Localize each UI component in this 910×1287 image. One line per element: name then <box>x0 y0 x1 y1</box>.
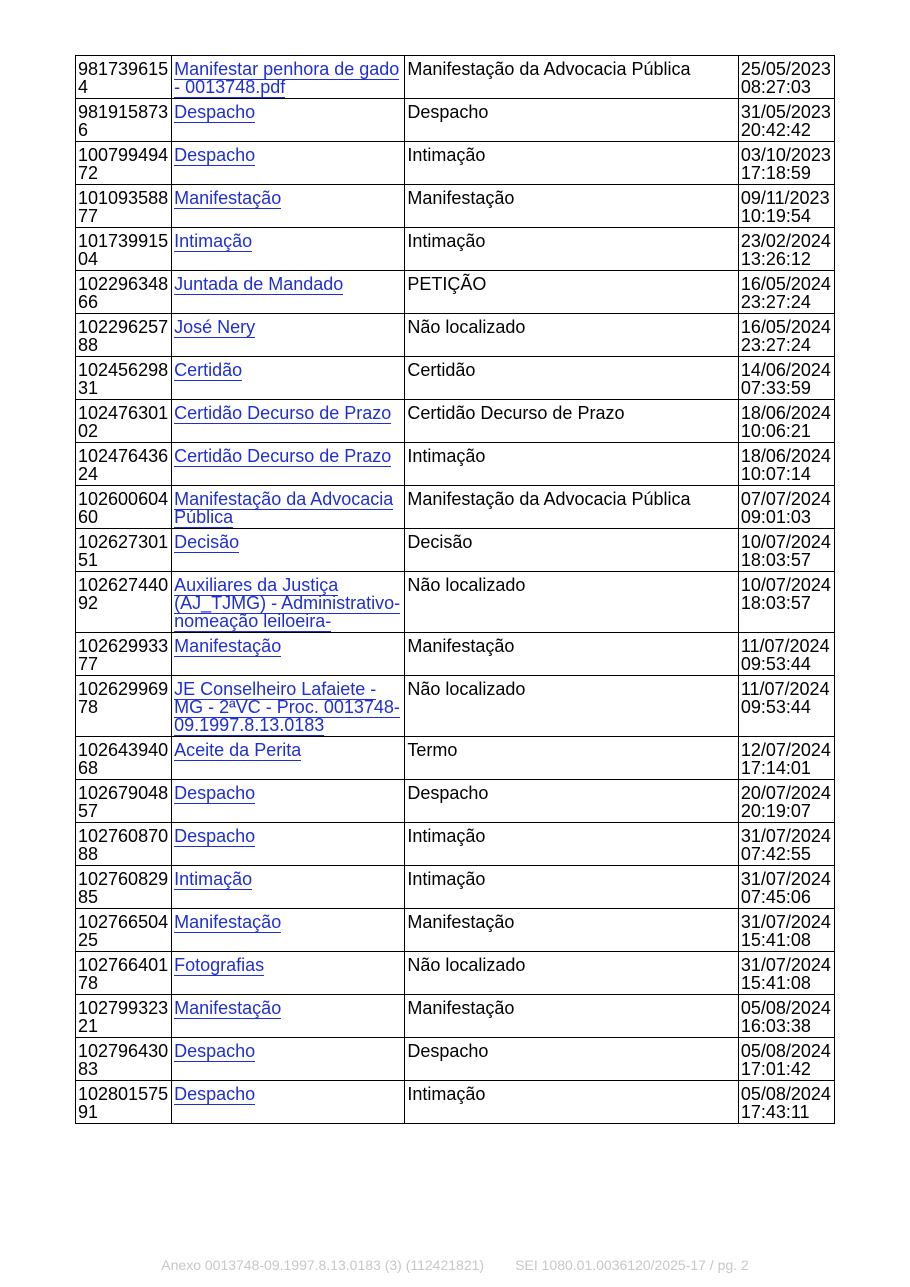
document-time: 10:19:54 <box>740 206 811 226</box>
document-type-cell: Manifestação <box>405 909 738 952</box>
document-time: 09:01:03 <box>740 507 811 527</box>
document-date-cell <box>738 443 834 486</box>
document-date-cell <box>738 1081 834 1124</box>
document-id-cell <box>76 1038 172 1081</box>
document-name-cell <box>172 737 405 780</box>
document-name-cell <box>172 952 405 995</box>
document-link[interactable]: Despacho <box>174 783 256 803</box>
document-id-cell <box>76 142 172 185</box>
document-id-part2: 04 <box>78 249 99 269</box>
document-id-part1: 102766401 <box>78 955 169 975</box>
document-id-part1: 102600604 <box>78 489 169 509</box>
document-time: 08:27:03 <box>740 77 811 97</box>
document-name-cell <box>172 486 405 529</box>
table-row <box>76 737 835 780</box>
document-date-cell <box>738 572 834 633</box>
document-time: 17:14:01 <box>740 758 811 778</box>
document-id-part1: 102296348 <box>78 274 169 294</box>
document-id-part1: 102799323 <box>78 998 169 1018</box>
document-date-cell <box>738 185 834 228</box>
document-id-part1: 102629969 <box>78 679 169 699</box>
table-row <box>76 676 835 737</box>
document-date-cell <box>738 780 834 823</box>
document-date-cell <box>738 142 834 185</box>
document-name-cell <box>172 572 405 633</box>
document-id-part1: 101093588 <box>78 188 169 208</box>
document-date: 23/02/2024 <box>740 231 831 251</box>
document-time: 15:41:08 <box>740 930 811 950</box>
table-row <box>76 142 835 185</box>
table-row <box>76 486 835 529</box>
document-link[interactable]: Certidão Decurso de Prazo <box>174 446 392 466</box>
document-id-part2: 02 <box>78 421 99 441</box>
table-row <box>76 443 835 486</box>
document-type-cell: PETIÇÃO <box>405 271 738 314</box>
document-time: 10:06:21 <box>740 421 811 441</box>
table-row <box>76 314 835 357</box>
document-id-part2: 66 <box>78 292 99 312</box>
document-name-cell <box>172 357 405 400</box>
document-name-cell <box>172 99 405 142</box>
document-id-part2: 31 <box>78 378 99 398</box>
document-date: 12/07/2024 <box>740 740 831 760</box>
document-time: 20:42:42 <box>740 120 811 140</box>
document-id-part1: 102476436 <box>78 446 169 466</box>
document-id-part2: 24 <box>78 464 99 484</box>
document-link[interactable]: Manifestação <box>174 912 282 932</box>
document-id-part2: 92 <box>78 593 99 613</box>
document-id-part2: 77 <box>78 206 99 226</box>
document-time: 20:19:07 <box>740 801 811 821</box>
document-id-part2: 72 <box>78 163 99 183</box>
table-row <box>76 228 835 271</box>
document-link[interactable]: Juntada de Mandado <box>174 274 344 294</box>
document-date: 20/07/2024 <box>740 783 831 803</box>
document-id-part1: 981915873 <box>78 102 169 122</box>
document-name-cell <box>172 314 405 357</box>
table-row <box>76 271 835 314</box>
table-row <box>76 1038 835 1081</box>
document-type-cell: Despacho <box>405 780 738 823</box>
document-type-cell: Intimação <box>405 443 738 486</box>
document-type-cell: Manifestação <box>405 995 738 1038</box>
document-id-cell <box>76 823 172 866</box>
document-time: 07:33:59 <box>740 378 811 398</box>
table-row <box>76 400 835 443</box>
table-row <box>76 866 835 909</box>
document-name-cell <box>172 228 405 271</box>
document-id-part2: 25 <box>78 930 99 950</box>
document-time: 17:43:11 <box>740 1102 810 1122</box>
document-id-part2: 85 <box>78 887 99 907</box>
document-id-part1: 102476301 <box>78 403 169 423</box>
document-name-cell <box>172 443 405 486</box>
document-type-cell: Não localizado <box>405 314 738 357</box>
document-date: 16/05/2024 <box>740 317 831 337</box>
document-date-cell <box>738 1038 834 1081</box>
document-date-cell <box>738 529 834 572</box>
document-id-part1: 102796430 <box>78 1041 169 1061</box>
document-date-cell <box>738 228 834 271</box>
document-time: 23:27:24 <box>740 335 811 355</box>
document-type-cell: Intimação <box>405 866 738 909</box>
document-type-cell: Despacho <box>405 1038 738 1081</box>
document-id-cell <box>76 909 172 952</box>
table-row <box>76 185 835 228</box>
document-time: 17:18:59 <box>740 163 811 183</box>
document-id-part2: 77 <box>78 654 99 674</box>
table-row <box>76 529 835 572</box>
document-id-cell <box>76 99 172 142</box>
document-name-cell <box>172 1081 405 1124</box>
document-time: 23:27:24 <box>740 292 811 312</box>
document-id-part1: 102627301 <box>78 532 169 552</box>
document-id-cell <box>76 1081 172 1124</box>
document-type-cell: Termo <box>405 737 738 780</box>
document-link[interactable]: Aceite da Perita <box>174 740 302 760</box>
document-date-cell <box>738 357 834 400</box>
document-id-part2: 78 <box>78 697 99 717</box>
document-name-cell <box>172 56 405 99</box>
document-time: 15:41:08 <box>740 973 811 993</box>
document-id-cell <box>76 572 172 633</box>
document-id-cell <box>76 357 172 400</box>
document-date: 18/06/2024 <box>740 403 831 423</box>
document-date-cell <box>738 271 834 314</box>
document-date-cell <box>738 676 834 737</box>
table-row <box>76 780 835 823</box>
document-id-cell <box>76 443 172 486</box>
document-date-cell <box>738 995 834 1038</box>
document-date: 05/08/2024 <box>740 998 831 1018</box>
document-type-cell: Manifestação <box>405 185 738 228</box>
table-row <box>76 823 835 866</box>
document-id-part1: 102760829 <box>78 869 169 889</box>
document-time: 13:26:12 <box>740 249 811 269</box>
document-type-cell: Intimação <box>405 228 738 271</box>
document-id-part1: 102627440 <box>78 575 169 595</box>
document-type-cell: Despacho <box>405 99 738 142</box>
document-time: 10:07:14 <box>740 464 811 484</box>
document-date-cell <box>738 866 834 909</box>
document-id-part1: 101739915 <box>78 231 169 251</box>
document-date: 31/05/2023 <box>740 102 831 122</box>
document-name-cell <box>172 823 405 866</box>
document-id-part1: 102766504 <box>78 912 169 932</box>
document-date: 10/07/2024 <box>740 532 831 552</box>
document-name-cell <box>172 142 405 185</box>
document-time: 17:01:42 <box>740 1059 811 1079</box>
document-date-cell <box>738 909 834 952</box>
document-name-cell <box>172 400 405 443</box>
document-link[interactable]: JE Conselheiro Lafaiete - MG - 2ªVC - Proc. 0013748- 09.1997.8.13.0183 <box>174 679 400 735</box>
document-id-part1: 102801575 <box>78 1084 169 1104</box>
document-date-cell <box>738 314 834 357</box>
table-row <box>76 56 835 99</box>
document-link[interactable]: Despacho <box>174 102 256 122</box>
document-id-part2: 88 <box>78 844 99 864</box>
page-footer <box>0 1257 910 1273</box>
document-name-cell <box>172 1038 405 1081</box>
document-id-part2: 88 <box>78 335 99 355</box>
document-link[interactable]: Manifestação da Advocacia Pública <box>174 489 394 527</box>
document-date-cell <box>738 633 834 676</box>
document-date-cell <box>738 486 834 529</box>
document-id-cell <box>76 952 172 995</box>
document-id-cell <box>76 676 172 737</box>
document-type-cell: Não localizado <box>405 572 738 633</box>
document-id-cell <box>76 185 172 228</box>
document-date: 03/10/2023 <box>740 145 831 165</box>
document-id-part1: 102760870 <box>78 826 169 846</box>
document-id-cell <box>76 633 172 676</box>
document-name-cell <box>172 866 405 909</box>
document-type-cell: Intimação <box>405 1081 738 1124</box>
document-id-cell <box>76 529 172 572</box>
document-date: 31/07/2024 <box>740 955 831 975</box>
document-link[interactable]: Intimação <box>174 231 253 251</box>
table-row <box>76 357 835 400</box>
document-link[interactable]: Intimação <box>174 869 253 889</box>
document-time: 09:53:44 <box>740 697 811 717</box>
document-date: 05/08/2024 <box>740 1041 831 1061</box>
document-id-part1: 102629933 <box>78 636 169 656</box>
table-row <box>76 1081 835 1124</box>
document-id-cell <box>76 737 172 780</box>
document-date: 31/07/2024 <box>740 869 831 889</box>
document-id-cell <box>76 995 172 1038</box>
table-body <box>76 56 835 1124</box>
document-date: 05/08/2024 <box>740 1084 831 1104</box>
document-name-cell <box>172 529 405 572</box>
document-name-cell <box>172 676 405 737</box>
document-id-part1: 102296257 <box>78 317 169 337</box>
table-row <box>76 909 835 952</box>
document-date: 11/07/2024 <box>740 679 830 699</box>
document-date-cell <box>738 56 834 99</box>
document-link[interactable]: Certidão <box>174 360 243 380</box>
document-date: 09/11/2023 <box>740 188 830 208</box>
document-link[interactable]: Manifestação <box>174 188 282 208</box>
document-id-part2: 78 <box>78 973 99 993</box>
document-link[interactable]: Certidão Decurso de Prazo <box>174 403 392 423</box>
document-id-part2: 91 <box>78 1102 99 1122</box>
document-name-cell <box>172 995 405 1038</box>
document-date: 16/05/2024 <box>740 274 831 294</box>
document-date: 07/07/2024 <box>740 489 831 509</box>
document-date: 31/07/2024 <box>740 826 831 846</box>
document-name-cell <box>172 909 405 952</box>
document-id-part2: 57 <box>78 801 99 821</box>
document-date: 14/06/2024 <box>740 360 831 380</box>
document-date: 31/07/2024 <box>740 912 831 932</box>
document-type-cell: Não localizado <box>405 952 738 995</box>
document-id-cell <box>76 56 172 99</box>
document-type-cell: Intimação <box>405 142 738 185</box>
document-id-part2: 4 <box>78 77 89 97</box>
document-id-part1: 102679048 <box>78 783 169 803</box>
table-row <box>76 99 835 142</box>
document-time: 07:42:55 <box>740 844 811 864</box>
document-date: 25/05/2023 <box>740 59 831 79</box>
process-documents-table <box>75 55 835 1124</box>
document-date-cell <box>738 823 834 866</box>
document-date: 18/06/2024 <box>740 446 831 466</box>
document-link[interactable]: Despacho <box>174 1041 256 1061</box>
document-id-part2: 21 <box>78 1016 99 1036</box>
document-name-cell <box>172 780 405 823</box>
document-link[interactable]: Manifestação <box>174 636 282 656</box>
document-id-part1: 102456298 <box>78 360 169 380</box>
document-date-cell <box>738 952 834 995</box>
document-link[interactable]: Despacho <box>174 826 256 846</box>
document-date-cell <box>738 400 834 443</box>
document-type-cell: Certidão Decurso de Prazo <box>405 400 738 443</box>
document-id-cell <box>76 400 172 443</box>
document-id-part2: 83 <box>78 1059 99 1079</box>
document-time: 18:03:57 <box>740 593 811 613</box>
document-id-part2: 68 <box>78 758 99 778</box>
document-name-cell <box>172 271 405 314</box>
document-link[interactable]: Manifestação <box>174 998 282 1018</box>
document-time: 18:03:57 <box>740 550 811 570</box>
document-type-cell: Não localizado <box>405 676 738 737</box>
document-link[interactable]: José Nery <box>174 317 256 337</box>
document-time: 09:53:44 <box>740 654 811 674</box>
document-name-cell <box>172 633 405 676</box>
document-id-part1: 100799494 <box>78 145 169 165</box>
document-id-cell <box>76 228 172 271</box>
document-time: 16:03:38 <box>740 1016 811 1036</box>
document-date-cell <box>738 737 834 780</box>
document-id-cell <box>76 780 172 823</box>
document-type-cell: Manifestação <box>405 633 738 676</box>
document-id-part2: 60 <box>78 507 99 527</box>
table-row <box>76 572 835 633</box>
document-type-cell: Decisão <box>405 529 738 572</box>
document-id-cell <box>76 314 172 357</box>
table-row <box>76 995 835 1038</box>
document-type-cell: Certidão <box>405 357 738 400</box>
document-link[interactable]: Manifestar penhora de gado - 0013748.pdf <box>174 59 400 97</box>
document-id-part2: 6 <box>78 120 89 140</box>
table-row <box>76 633 835 676</box>
footer-sei-page: SEI 1080.01.0036120/2025-17 / pg. 2 <box>515 1257 749 1273</box>
document-date: 10/07/2024 <box>740 575 831 595</box>
document-type-cell: Intimação <box>405 823 738 866</box>
document-id-part2: 51 <box>78 550 99 570</box>
document-link[interactable]: Despacho <box>174 145 256 165</box>
document-type-cell: Manifestação da Advocacia Pública <box>405 56 738 99</box>
document-type-cell: Manifestação da Advocacia Pública <box>405 486 738 529</box>
document-link[interactable]: Despacho <box>174 1084 256 1104</box>
document-link[interactable]: Decisão <box>174 532 240 552</box>
document-date-cell <box>738 99 834 142</box>
footer-annex: Anexo 0013748-09.1997.8.13.0183 (3) (112421821) <box>161 1257 485 1273</box>
document-id-cell <box>76 271 172 314</box>
document-link[interactable]: Auxiliares da Justiça (AJ_TJMG) - Administrativo- nomeação leiloeira- <box>174 575 401 631</box>
document-id-part1: 102643940 <box>78 740 169 760</box>
document-id-cell <box>76 486 172 529</box>
document-id-cell <box>76 866 172 909</box>
table-row <box>76 952 835 995</box>
document-id-part1: 981739615 <box>78 59 169 79</box>
document-name-cell <box>172 185 405 228</box>
document-link[interactable]: Fotografias <box>174 955 265 975</box>
document-time: 07:45:06 <box>740 887 811 907</box>
document-date: 11/07/2024 <box>740 636 830 656</box>
